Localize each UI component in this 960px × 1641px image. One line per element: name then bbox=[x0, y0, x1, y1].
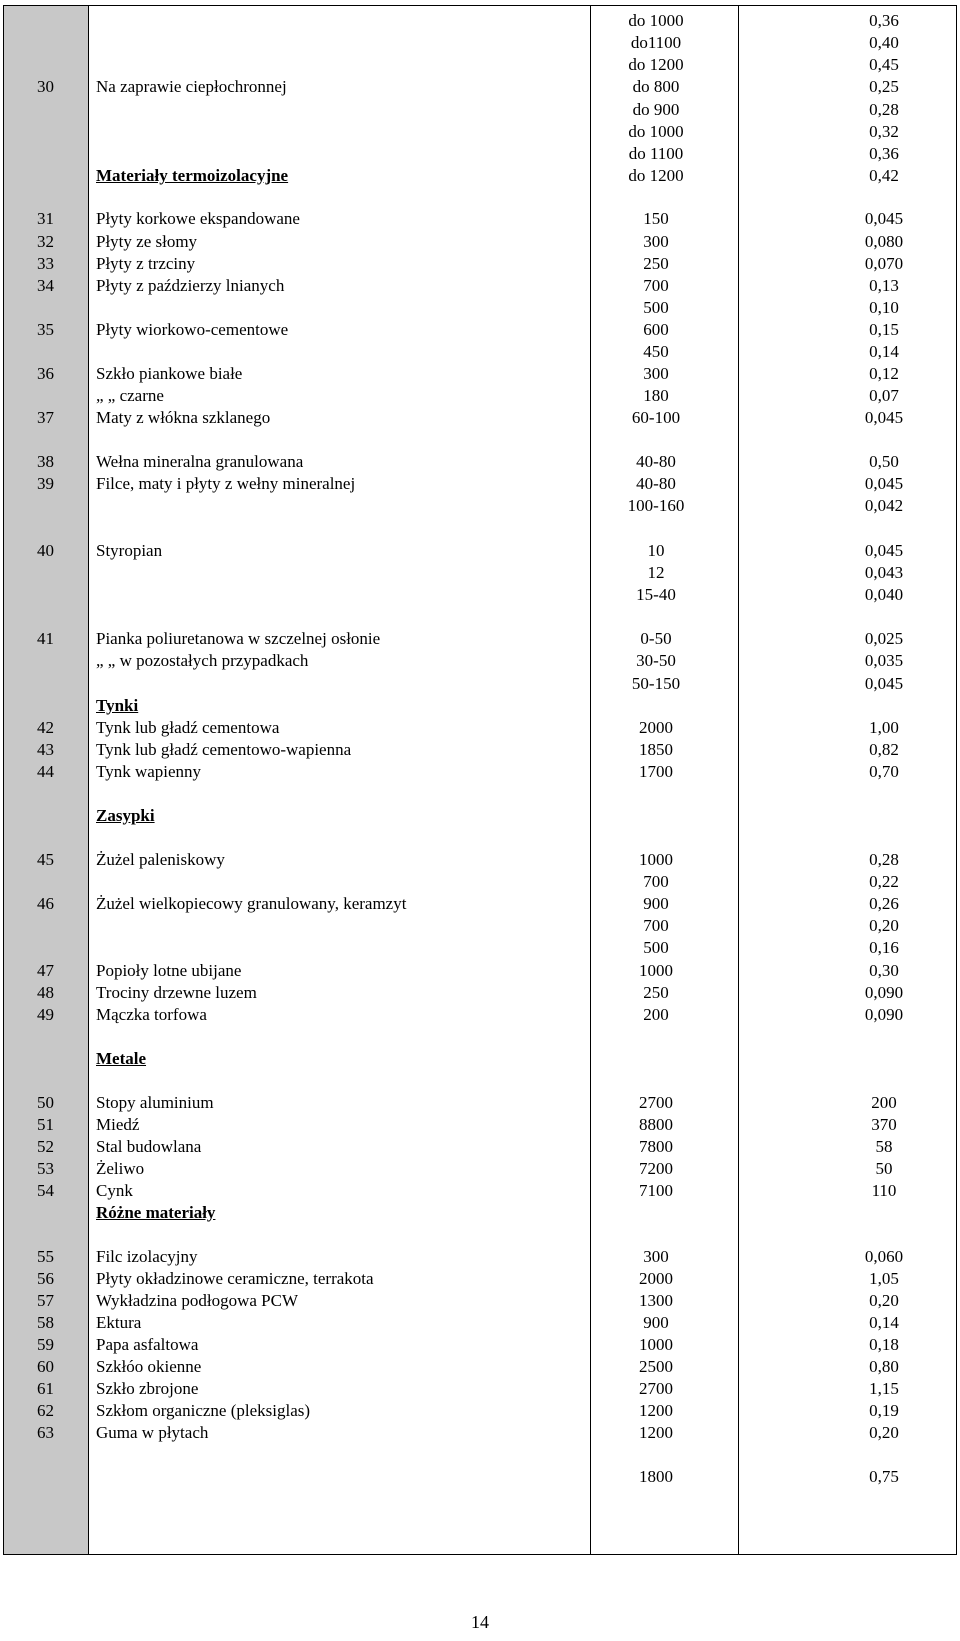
material-name: Szkło zbrojone bbox=[96, 1379, 199, 1398]
density-value: 40-80 bbox=[636, 452, 676, 471]
material-name: Żeliwo bbox=[96, 1159, 145, 1178]
table-row bbox=[4, 1355, 958, 1378]
table-row bbox=[4, 340, 958, 363]
conductivity-value: 0,14 bbox=[869, 342, 899, 361]
table-row bbox=[4, 848, 958, 871]
conductivity-value: 0,10 bbox=[869, 298, 899, 317]
conductivity-value: 0,16 bbox=[869, 938, 899, 957]
density-value: 7200 bbox=[639, 1159, 673, 1178]
table-row bbox=[4, 1267, 958, 1290]
conductivity-value: 0,042 bbox=[864, 496, 904, 515]
conductivity-value: 0,20 bbox=[869, 1423, 899, 1442]
table-row bbox=[4, 296, 958, 319]
material-name: Płyty z paździerzy lnianych bbox=[96, 276, 285, 295]
table-row bbox=[4, 1245, 958, 1268]
material-name: Trociny drzewne luzem bbox=[96, 983, 257, 1002]
table-row bbox=[4, 959, 958, 982]
conductivity-value: 0,36 bbox=[869, 11, 899, 30]
conductivity-value: 0,19 bbox=[869, 1401, 899, 1420]
conductivity-value: 0,13 bbox=[869, 276, 899, 295]
density-value: 1000 bbox=[639, 1335, 673, 1354]
row-number: 61 bbox=[37, 1379, 54, 1398]
density-value: 300 bbox=[643, 364, 669, 383]
row-number: 60 bbox=[37, 1357, 54, 1376]
material-name: Tynk wapienny bbox=[96, 762, 202, 781]
material-name: Popioły lotne ubijane bbox=[96, 961, 242, 980]
table-row bbox=[4, 384, 958, 407]
row-number: 57 bbox=[37, 1291, 54, 1310]
conductivity-value: 0,045 bbox=[864, 474, 904, 493]
table-row bbox=[4, 1179, 958, 1202]
density-value: 15-40 bbox=[636, 585, 676, 604]
density-value: 500 bbox=[643, 298, 669, 317]
density-value: 2700 bbox=[639, 1093, 673, 1112]
row-number: 55 bbox=[37, 1247, 54, 1266]
row-number: 41 bbox=[37, 629, 54, 648]
row-number: 34 bbox=[37, 276, 54, 295]
row-number: 33 bbox=[37, 254, 54, 273]
material-name: Płyty okładzinowe ceramiczne, terrakota bbox=[96, 1269, 374, 1288]
row-number: 62 bbox=[37, 1401, 54, 1420]
table-row bbox=[4, 981, 958, 1004]
table-row bbox=[4, 207, 958, 230]
table-row bbox=[4, 1421, 958, 1444]
conductivity-value: 0,080 bbox=[864, 232, 904, 251]
density-value: 2500 bbox=[639, 1357, 673, 1376]
density-value: do 1000 bbox=[628, 122, 684, 141]
row-number: 47 bbox=[37, 961, 54, 980]
table-row bbox=[4, 252, 958, 275]
row-number: 49 bbox=[37, 1005, 54, 1024]
row-number: 52 bbox=[37, 1137, 54, 1156]
table-row bbox=[4, 1091, 958, 1114]
table-row bbox=[4, 120, 958, 143]
table-row bbox=[4, 694, 958, 717]
density-value: do 800 bbox=[632, 77, 680, 96]
material-name: Tynk lub gładź cementowa bbox=[96, 718, 280, 737]
table-row bbox=[4, 539, 958, 562]
conductivity-value: 1,15 bbox=[869, 1379, 899, 1398]
material-name: „ „ w pozostałych przypadkach bbox=[96, 651, 309, 670]
row-number: 46 bbox=[37, 894, 54, 913]
density-value: 300 bbox=[643, 232, 669, 251]
table-row bbox=[4, 494, 958, 517]
table-row bbox=[4, 583, 958, 606]
section-header: Metale bbox=[96, 1049, 147, 1068]
density-value: 900 bbox=[643, 1313, 669, 1332]
conductivity-value: 0,040 bbox=[864, 585, 904, 604]
density-value: 8800 bbox=[639, 1115, 673, 1134]
section-header: Materiały termoizolacyjne bbox=[96, 166, 289, 185]
density-value: 700 bbox=[643, 872, 669, 891]
conductivity-value: 0,26 bbox=[869, 894, 899, 913]
density-value: 900 bbox=[643, 894, 669, 913]
table-row bbox=[4, 31, 958, 54]
density-value: 1000 bbox=[639, 850, 673, 869]
table-row bbox=[4, 230, 958, 253]
section-header: Tynki bbox=[96, 696, 139, 715]
conductivity-value: 0,060 bbox=[864, 1247, 904, 1266]
conductivity-value: 0,75 bbox=[869, 1467, 899, 1486]
material-name: Stal budowlana bbox=[96, 1137, 202, 1156]
row-number: 39 bbox=[37, 474, 54, 493]
conductivity-value: 0,70 bbox=[869, 762, 899, 781]
row-number: 63 bbox=[37, 1423, 54, 1442]
row-number: 36 bbox=[37, 364, 54, 383]
row-number: 53 bbox=[37, 1159, 54, 1178]
table-row bbox=[4, 450, 958, 473]
material-name: Papa asfaltowa bbox=[96, 1335, 199, 1354]
density-value: 1850 bbox=[639, 740, 673, 759]
density-value: 300 bbox=[643, 1247, 669, 1266]
conductivity-value: 0,15 bbox=[869, 320, 899, 339]
row-number: 48 bbox=[37, 983, 54, 1002]
conductivity-value: 0,28 bbox=[869, 100, 899, 119]
conductivity-value: 0,42 bbox=[869, 166, 899, 185]
density-value: 30-50 bbox=[636, 651, 676, 670]
conductivity-value: 0,50 bbox=[869, 452, 899, 471]
materials-table bbox=[3, 5, 957, 1555]
table-row bbox=[4, 1047, 958, 1070]
material-name: Mączka torfowa bbox=[96, 1005, 207, 1024]
table-row bbox=[4, 561, 958, 584]
row-number: 30 bbox=[37, 77, 54, 96]
conductivity-value: 0,025 bbox=[864, 629, 904, 648]
table-row bbox=[4, 1003, 958, 1026]
material-name: Płyty wiorkowo-cementowe bbox=[96, 320, 289, 339]
conductivity-value: 0,12 bbox=[869, 364, 899, 383]
row-number: 31 bbox=[37, 209, 54, 228]
density-value: 1200 bbox=[639, 1423, 673, 1442]
material-name: Płyty korkowe ekspandowane bbox=[96, 209, 300, 228]
table-row bbox=[4, 98, 958, 121]
table-row bbox=[4, 9, 958, 32]
conductivity-value: 50 bbox=[875, 1159, 893, 1178]
material-name: Stopy aluminium bbox=[96, 1093, 214, 1112]
density-value: 700 bbox=[643, 916, 669, 935]
table-row bbox=[4, 1289, 958, 1312]
density-value: do1100 bbox=[630, 33, 682, 52]
row-number: 51 bbox=[37, 1115, 54, 1134]
material-name: Pianka poliuretanowa w szczelnej osłonie bbox=[96, 629, 381, 648]
material-name: Styropian bbox=[96, 541, 163, 560]
table-row bbox=[4, 892, 958, 915]
table-row bbox=[4, 274, 958, 297]
conductivity-value: 0,80 bbox=[869, 1357, 899, 1376]
material-name: Cynk bbox=[96, 1181, 133, 1200]
conductivity-value: 0,045 bbox=[864, 408, 904, 427]
density-value: 10 bbox=[647, 541, 665, 560]
material-name: Na zaprawie ciepłochronnej bbox=[96, 77, 287, 96]
table-row bbox=[4, 1465, 958, 1488]
table-row bbox=[4, 362, 958, 385]
density-value: do 1100 bbox=[628, 144, 684, 163]
conductivity-value: 0,045 bbox=[864, 209, 904, 228]
material-name: Szkłóo okienne bbox=[96, 1357, 202, 1376]
table-row bbox=[4, 738, 958, 761]
conductivity-value: 0,090 bbox=[864, 983, 904, 1002]
density-value: 1000 bbox=[639, 961, 673, 980]
density-value: 2700 bbox=[639, 1379, 673, 1398]
conductivity-value: 0,25 bbox=[869, 77, 899, 96]
conductivity-value: 0,035 bbox=[864, 651, 904, 670]
density-value: 200 bbox=[643, 1005, 669, 1024]
table-row bbox=[4, 1311, 958, 1334]
material-name: Filce, maty i płyty z wełny mineralnej bbox=[96, 474, 356, 493]
material-name: Wełna mineralna granulowana bbox=[96, 452, 304, 471]
table-row bbox=[4, 318, 958, 341]
row-number: 42 bbox=[37, 718, 54, 737]
table-row bbox=[4, 1135, 958, 1158]
conductivity-value: 0,36 bbox=[869, 144, 899, 163]
density-value: 700 bbox=[643, 276, 669, 295]
conductivity-value: 0,14 bbox=[869, 1313, 899, 1332]
density-value: 1800 bbox=[639, 1467, 673, 1486]
row-number: 35 bbox=[37, 320, 54, 339]
conductivity-value: 0,090 bbox=[864, 1005, 904, 1024]
table-row bbox=[4, 649, 958, 672]
material-name: Żużel paleniskowy bbox=[96, 850, 225, 869]
conductivity-value: 200 bbox=[871, 1093, 897, 1112]
conductivity-value: 0,045 bbox=[864, 541, 904, 560]
material-name: Tynk lub gładź cementowo-wapienna bbox=[96, 740, 352, 759]
conductivity-value: 58 bbox=[875, 1137, 893, 1156]
density-value: 2000 bbox=[639, 718, 673, 737]
page-number: 14 bbox=[471, 1612, 489, 1632]
conductivity-value: 0,28 bbox=[869, 850, 899, 869]
conductivity-value: 0,22 bbox=[869, 872, 899, 891]
table-row bbox=[4, 1201, 958, 1224]
section-header: Różne materiały bbox=[96, 1203, 216, 1222]
material-name: „ „ czarne bbox=[96, 386, 164, 405]
table-row bbox=[4, 406, 958, 429]
table-row bbox=[4, 1113, 958, 1136]
row-number: 40 bbox=[37, 541, 54, 560]
material-name: Ektura bbox=[96, 1313, 142, 1332]
table-row bbox=[4, 627, 958, 650]
table-row bbox=[4, 760, 958, 783]
conductivity-value: 0,18 bbox=[869, 1335, 899, 1354]
table-row bbox=[4, 75, 958, 98]
density-value: 500 bbox=[643, 938, 669, 957]
table-row bbox=[4, 804, 958, 827]
density-value: 12 bbox=[647, 563, 665, 582]
conductivity-value: 0,20 bbox=[869, 1291, 899, 1310]
conductivity-value: 0,07 bbox=[869, 386, 899, 405]
density-value: 1200 bbox=[639, 1401, 673, 1420]
material-name: Szkło piankowe białe bbox=[96, 364, 243, 383]
material-name: Wykładzina podłogowa PCW bbox=[96, 1291, 298, 1310]
row-number: 58 bbox=[37, 1313, 54, 1332]
material-name: Płyty z trzciny bbox=[96, 254, 196, 273]
material-name: Maty z włókna szklanego bbox=[96, 408, 271, 427]
density-value: 180 bbox=[643, 386, 669, 405]
material-name: Guma w płytach bbox=[96, 1423, 209, 1442]
density-value: 250 bbox=[643, 254, 669, 273]
material-name: Miedź bbox=[96, 1115, 140, 1134]
conductivity-value: 1,05 bbox=[869, 1269, 899, 1288]
density-value: 250 bbox=[643, 983, 669, 1002]
density-value: 7100 bbox=[639, 1181, 673, 1200]
density-value: 50-150 bbox=[631, 674, 681, 693]
table-row bbox=[4, 1157, 958, 1180]
density-value: do 900 bbox=[632, 100, 680, 119]
conductivity-value: 0,45 bbox=[869, 55, 899, 74]
conductivity-value: 0,070 bbox=[864, 254, 904, 273]
row-number: 45 bbox=[37, 850, 54, 869]
density-value: 0-50 bbox=[640, 629, 672, 648]
density-value: do 1200 bbox=[628, 55, 684, 74]
conductivity-value: 0,043 bbox=[864, 563, 904, 582]
density-value: 7800 bbox=[639, 1137, 673, 1156]
density-value: 150 bbox=[643, 209, 669, 228]
density-value: 1700 bbox=[639, 762, 673, 781]
section-header: Zasypki bbox=[96, 806, 155, 825]
density-value: 2000 bbox=[639, 1269, 673, 1288]
table-row bbox=[4, 1399, 958, 1422]
row-number: 50 bbox=[37, 1093, 54, 1112]
table-row bbox=[4, 870, 958, 893]
row-number: 59 bbox=[37, 1335, 54, 1354]
table-row bbox=[4, 164, 958, 187]
table-row bbox=[4, 472, 958, 495]
density-value: 40-80 bbox=[636, 474, 676, 493]
conductivity-value: 0,30 bbox=[869, 961, 899, 980]
density-value: do 1000 bbox=[628, 11, 684, 30]
row-number: 43 bbox=[37, 740, 54, 759]
table-row bbox=[4, 716, 958, 739]
row-number: 37 bbox=[37, 408, 54, 427]
table-row bbox=[4, 53, 958, 76]
density-value: 1300 bbox=[639, 1291, 673, 1310]
conductivity-value: 0,82 bbox=[869, 740, 899, 759]
density-value: 600 bbox=[643, 320, 669, 339]
table-row bbox=[4, 672, 958, 695]
row-number: 54 bbox=[37, 1181, 54, 1200]
conductivity-value: 0,40 bbox=[869, 33, 899, 52]
conductivity-value: 0,32 bbox=[869, 122, 899, 141]
density-value: 60-100 bbox=[631, 408, 681, 427]
row-number: 38 bbox=[37, 452, 54, 471]
table-row bbox=[4, 1333, 958, 1356]
material-name: Filc izolacyjny bbox=[96, 1247, 198, 1266]
row-number: 56 bbox=[37, 1269, 54, 1288]
row-number: 32 bbox=[37, 232, 54, 251]
material-name: Szkłom organiczne (pleksiglas) bbox=[96, 1401, 311, 1420]
table-row bbox=[4, 914, 958, 937]
conductivity-value: 0,045 bbox=[864, 674, 904, 693]
table-row bbox=[4, 142, 958, 165]
conductivity-value: 110 bbox=[871, 1181, 897, 1200]
density-value: 450 bbox=[643, 342, 669, 361]
density-value: 100-160 bbox=[627, 496, 685, 515]
conductivity-value: 0,20 bbox=[869, 916, 899, 935]
row-number: 44 bbox=[37, 762, 54, 781]
table-row bbox=[4, 1377, 958, 1400]
conductivity-value: 370 bbox=[871, 1115, 897, 1134]
conductivity-value: 1,00 bbox=[869, 718, 899, 737]
density-value: do 1200 bbox=[628, 166, 684, 185]
material-name: Płyty ze słomy bbox=[96, 232, 198, 251]
table-row bbox=[4, 936, 958, 959]
material-name: Żużel wielkopiecowy granulowany, keramzyt bbox=[96, 894, 407, 913]
